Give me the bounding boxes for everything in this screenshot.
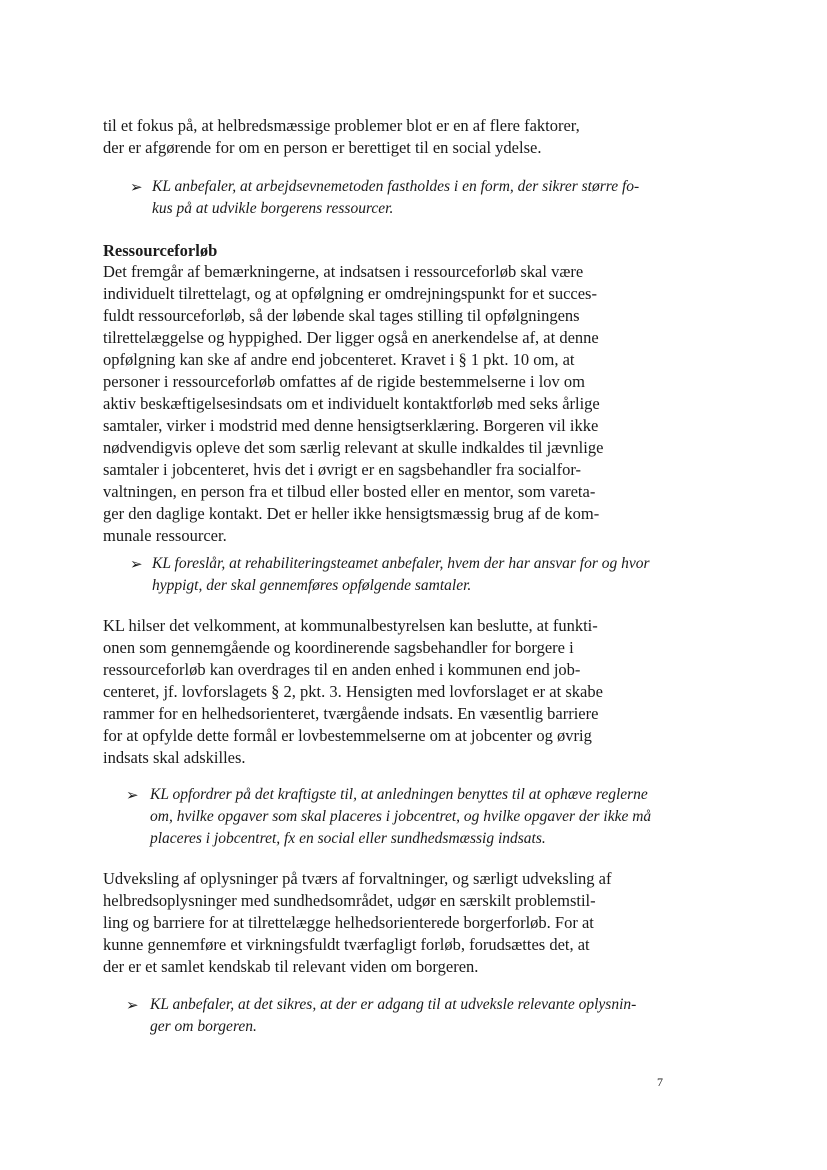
paragraph-line: til et fokus på, at helbredsmæssige problemer blot er en af flere faktorer,: [103, 116, 580, 135]
recommendation-line: kus på at udvikle borgerens ressourcer.: [152, 200, 394, 217]
paragraph-line: munale ressourcer.: [103, 526, 227, 545]
paragraph-line: opfølgning kan ske af andre end jobcenteret. Kravet i § 1 pkt. 10 om, at: [103, 350, 575, 369]
paragraph-line: samtaler, virker i modstrid med denne hensigtserklæring. Borgeren vil ikke: [103, 416, 599, 435]
paragraph-line: onen som gennemgående og koordinerende sagsbehandler for borgere i: [103, 638, 574, 657]
recommendation-line: hyppigt, der skal gennemføres opfølgende samtaler.: [152, 577, 472, 594]
paragraph-line: aktiv beskæftigelsesindsats om et individuelt kontaktforløb med seks årlige: [103, 394, 600, 413]
arrow-bullet-icon: ➢: [126, 996, 139, 1014]
paragraph-line: centeret, jf. lovforslagets § 2, pkt. 3. Hensigten med lovforslaget er at skabe: [103, 682, 603, 701]
paragraph-line: ling og barriere for at tilrettelægge helhedsorienterede borgerforløb. For at: [103, 913, 594, 932]
recommendation-line: KL anbefaler, at det sikres, at der er adgang til at udveksle relevante oplysnin-: [150, 996, 637, 1013]
arrow-bullet-icon: ➢: [130, 555, 143, 573]
paragraph-line: KL hilser det velkomment, at kommunalbestyrelsen kan beslutte, at funkti-: [103, 616, 598, 635]
paragraph-line: for at opfylde dette formål er lovbestemmelserne om at jobcenter og øvrig: [103, 726, 592, 745]
recommendation-line: om, hvilke opgaver som skal placeres i jobcentret, og hvilke opgaver der ikke må: [150, 808, 652, 825]
paragraph-line: tilrettelæggelse og hyppighed. Der ligger også en anerkendelse af, at denne: [103, 328, 599, 347]
section-heading: Ressourceforløb: [103, 241, 218, 260]
paragraph-line: Udveksling af oplysninger på tværs af forvaltninger, og særligt udveksling af: [103, 869, 612, 888]
paragraph-line: ger den daglige kontakt. Det er heller ikke hensigtsmæssig brug af de kom-: [103, 504, 600, 523]
paragraph-line: fuldt ressourceforløb, så der løbende skal tages stilling til opfølgningens: [103, 306, 580, 325]
recommendation-line: KL foreslår, at rehabiliteringsteamet anbefaler, hvem der har ansvar for og hvor: [152, 555, 650, 572]
paragraph-line: samtaler i jobcenteret, hvis det i øvrigt er en sagsbehandler fra socialfor-: [103, 460, 581, 479]
paragraph-line: der er et samlet kendskab til relevant viden om borgeren.: [103, 957, 479, 976]
paragraph-line: indsats skal adskilles.: [103, 748, 246, 767]
recommendation-line: KL opfordrer på det kraftigste til, at anledningen benyttes til at ophæve reglerne: [150, 786, 648, 803]
arrow-bullet-icon: ➢: [126, 786, 139, 804]
paragraph-line: Det fremgår af bemærkningerne, at indsatsen i ressourceforløb skal være: [103, 262, 584, 281]
paragraph-line: helbredsoplysninger med sundhedsområdet, udgør en særskilt problemstil-: [103, 891, 596, 910]
paragraph-line: nødvendigvis opleve det som særlig relevant at skulle indkaldes til jævnlige: [103, 438, 604, 457]
paragraph-line: personer i ressourceforløb omfattes af de rigide bestemmelserne i lov om: [103, 372, 586, 391]
arrow-bullet-icon: ➢: [130, 178, 143, 196]
recommendation-line: KL anbefaler, at arbejdsevnemetoden fastholdes i en form, der sikrer større fo-: [152, 178, 640, 195]
paragraph-line: rammer for en helhedsorienteret, tværgående indsats. En væsentlig barriere: [103, 704, 599, 723]
paragraph-line: ressourceforløb kan overdrages til en anden enhed i kommunen end job-: [103, 660, 581, 679]
paragraph-line: der er afgørende for om en person er berettiget til en social ydelse.: [103, 138, 542, 157]
recommendation-line: ger om borgeren.: [150, 1018, 257, 1035]
recommendation-line: placeres i jobcentret, fx en social eller sundhedsmæssig indsats.: [150, 830, 546, 847]
paragraph-line: individuelt tilrettelagt, og at opfølgning er omdrejningspunkt for et succes-: [103, 284, 597, 303]
page-number: 7: [657, 1075, 663, 1089]
paragraph-line: kunne gennemføre et virkningsfuldt tværfagligt forløb, forudsættes det, at: [103, 935, 590, 954]
paragraph-line: valtningen, en person fra et tilbud eller bosted eller en mentor, som vareta-: [103, 482, 596, 501]
